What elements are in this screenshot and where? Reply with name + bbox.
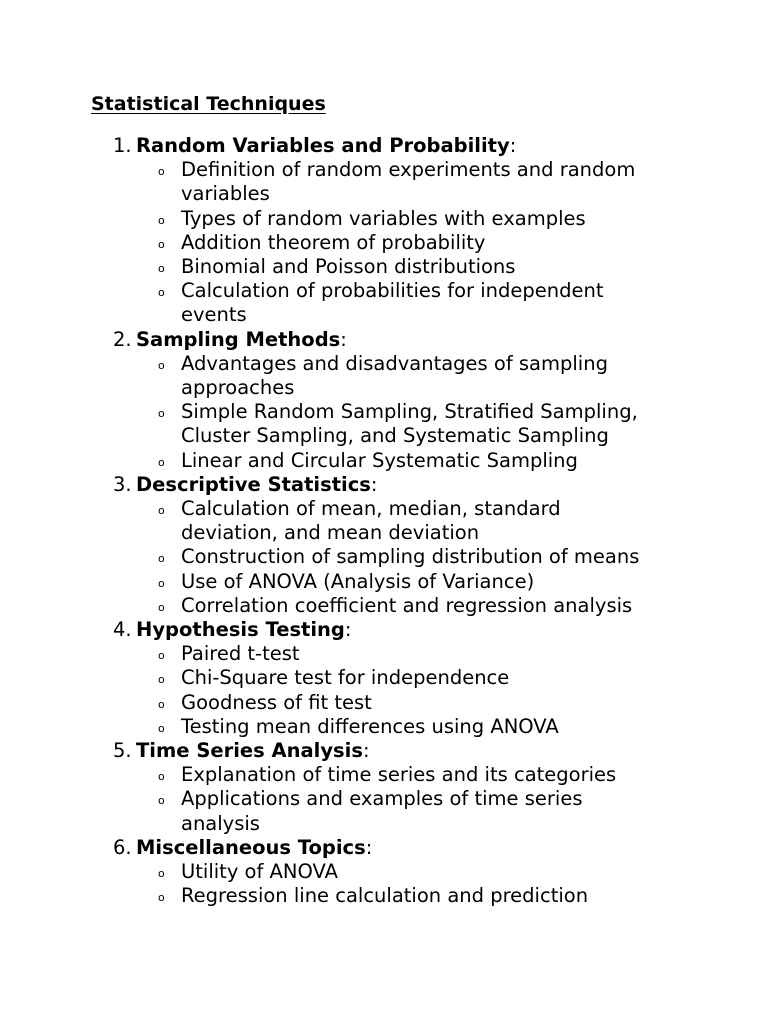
subtopic-item: [0, 715, 661, 739]
subtopic-text: Explanation of time series and its categories: [181, 763, 617, 787]
topic-number: 5.: [113, 739, 132, 763]
topic-colon: :: [362, 739, 370, 763]
topic-heading: [0, 473, 768, 497]
hollow-bullet-icon: o: [158, 649, 165, 663]
subtopic-item: [0, 279, 661, 327]
subtopic-text: Addition theorem of probability: [181, 230, 486, 254]
hollow-bullet-icon: o: [158, 794, 165, 808]
topic-name: Random Variables and Probability: [136, 134, 510, 157]
document-title: Statistical Techniques: [91, 93, 326, 115]
subtopic-text: Binomial and Poisson distributions: [181, 255, 516, 278]
subtopic-text: Correlation coefficient and regression analysis: [181, 593, 633, 617]
topic-name: Descriptive Statistics: [136, 472, 371, 496]
subtopic-text: Advantages and disadvantages of sampling approaches: [181, 351, 608, 399]
topic-list: [0, 134, 768, 908]
subtopic-item: [0, 545, 661, 569]
subtopic-item: [0, 449, 661, 473]
subtopic-list: [0, 860, 768, 908]
subtopic-item: [0, 642, 661, 666]
subtopic-item: [0, 497, 661, 545]
subtopic-text: Paired t-test: [181, 642, 300, 666]
hollow-bullet-icon: o: [158, 504, 165, 517]
topic-title: [136, 473, 377, 497]
hollow-bullet-icon: o: [158, 600, 165, 614]
subtopic-list: [0, 158, 768, 327]
topic-heading: [0, 328, 768, 352]
topic-item: [0, 328, 768, 473]
subtopic-text: Use of ANOVA (Analysis of Variance): [181, 569, 535, 593]
topic-title: [136, 739, 370, 763]
hollow-bullet-icon: o: [158, 407, 165, 421]
topic-title: [136, 328, 347, 352]
hollow-bullet-icon: o: [158, 262, 165, 275]
subtopic-list: [0, 763, 768, 836]
hollow-bullet-icon: o: [158, 552, 165, 566]
subtopic-item: [0, 860, 661, 884]
topic-number: 1.: [113, 134, 132, 157]
hollow-bullet-icon: o: [158, 576, 165, 590]
subtopic-text: Testing mean differences using ANOVA: [181, 714, 559, 738]
subtopic-item: [0, 666, 661, 690]
hollow-bullet-icon: o: [158, 721, 165, 735]
subtopic-text: Types of random variables with examples: [181, 206, 586, 230]
subtopic-item: [0, 570, 661, 594]
hollow-bullet-icon: o: [158, 697, 165, 711]
topic-title: [136, 836, 372, 860]
subtopic-item: [0, 207, 661, 231]
subtopic-item: [0, 400, 661, 448]
topic-number: 4.: [113, 618, 132, 642]
subtopic-text: Linear and Circular Systematic Sampling: [181, 448, 578, 472]
topic-colon: :: [365, 835, 373, 859]
topic-name: Hypothesis Testing: [136, 618, 345, 642]
subtopic-item: [0, 763, 661, 787]
topic-title: [136, 134, 516, 158]
topic-heading: [0, 836, 768, 860]
hollow-bullet-icon: o: [158, 358, 165, 372]
topic-number: 2.: [113, 327, 132, 351]
hollow-bullet-icon: o: [158, 237, 165, 251]
subtopic-text: Calculation of mean, median, standard deviation, and mean deviation: [181, 497, 561, 545]
hollow-bullet-icon: o: [158, 673, 165, 687]
hollow-bullet-icon: o: [158, 213, 165, 227]
topic-colon: :: [509, 134, 517, 157]
topic-name: Miscellaneous Topics: [136, 835, 366, 859]
subtopic-item: [0, 691, 661, 715]
hollow-bullet-icon: o: [158, 286, 165, 300]
topic-name: Sampling Methods: [136, 327, 341, 351]
hollow-bullet-icon: o: [158, 891, 165, 905]
subtopic-item: [0, 231, 661, 255]
subtopic-item: [0, 352, 661, 400]
hollow-bullet-icon: o: [158, 455, 165, 469]
subtopic-item: [0, 884, 661, 908]
subtopic-list: [0, 497, 768, 618]
topic-item: [0, 739, 768, 836]
topic-colon: :: [370, 472, 378, 496]
topic-item: [0, 134, 768, 328]
subtopic-item: [0, 158, 661, 206]
subtopic-text: Applications and examples of time series analysis: [181, 787, 583, 835]
topic-name: Time Series Analysis: [136, 739, 363, 763]
topic-number: 3.: [113, 472, 132, 496]
subtopic-text: Construction of sampling distribution of means: [181, 545, 640, 569]
subtopic-text: Regression line calculation and prediction: [181, 884, 589, 908]
topic-item: [0, 618, 768, 739]
hollow-bullet-icon: o: [158, 867, 165, 880]
topic-title: [136, 618, 351, 642]
topic-heading: [0, 739, 768, 763]
subtopic-text: Chi-Square test for independence: [181, 666, 510, 690]
topic-heading: [0, 134, 768, 158]
subtopic-item: [0, 255, 661, 279]
subtopic-item: [0, 787, 661, 835]
subtopic-item: [0, 594, 661, 618]
subtopic-text: Definition of random experiments and random variables: [181, 158, 636, 206]
subtopic-list: [0, 642, 768, 739]
subtopic-text: Simple Random Sampling, Stratified Sampling, Cluster Sampling, and Systematic Sampling: [181, 400, 638, 448]
subtopic-list: [0, 352, 768, 473]
topic-colon: :: [340, 327, 347, 351]
subtopic-text: Goodness of fit test: [181, 690, 372, 714]
topic-colon: :: [344, 618, 352, 642]
topic-number: 6.: [113, 835, 132, 859]
topic-heading: [0, 618, 768, 642]
hollow-bullet-icon: o: [158, 770, 165, 784]
subtopic-text: Calculation of probabilities for independent events: [181, 279, 604, 327]
subtopic-text: Utility of ANOVA: [181, 860, 338, 883]
hollow-bullet-icon: o: [158, 165, 165, 179]
topic-item: [0, 836, 768, 909]
topic-item: [0, 473, 768, 618]
